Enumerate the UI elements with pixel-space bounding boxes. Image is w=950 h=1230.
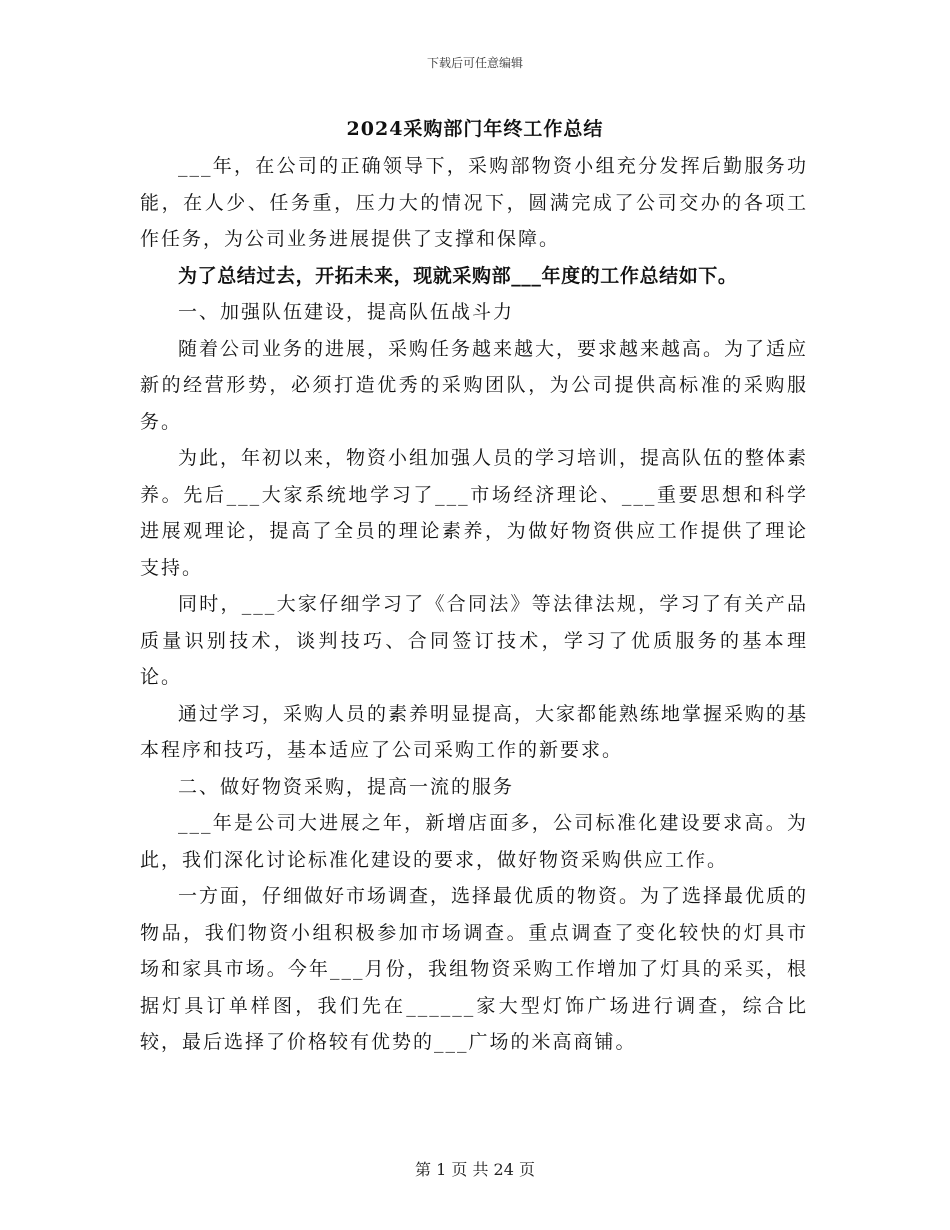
paragraph: ___年是公司大进展之年，新增店面多，公司标准化建设要求高。为此，我们深化讨论标准化建设的要求，做好物资采购供应工作。	[140, 812, 808, 871]
paragraph: 一方面，仔细做好市场调查，选择最优质的物资。为了选择最优质的物品，我们物资小组积极参加市场调查。重点调查了变化较快的灯具市场和家具市场。今年___月份，我组物资采购工作增加了灯具的采买，根据灯具订单样图，我们先在______家大型灯饰广场进行调查，综合比较，最后选择了价格较有优势的___广场的米高商铺。	[140, 885, 809, 1053]
section-heading-1: 一、加强队伍建设，提高队伍战斗力	[178, 301, 515, 323]
document-title: 2024采购部门年终工作总结	[346, 118, 604, 140]
header-note: 下载后可任意编辑	[426, 56, 523, 70]
paragraph: 随着公司业务的进展，采购任务越来越大，要求越来越高。为了适应新的经营形势，必须打造优秀的采购团队，为公司提供高标准的采购服务。	[140, 337, 809, 433]
paragraph-summary-lead: 为了总结过去，开拓未来，现就采购部___年度的工作总结如下。	[178, 264, 738, 287]
page-number: 第 1 页 共 24 页	[415, 1160, 535, 1179]
paragraph: 同时，___大家仔细学习了《合同法》等法律法规，学习了有关产品质量识别技术，谈判技巧、合同签订技术，学习了优质服务的基本理论。	[140, 593, 808, 688]
section-heading-2: 二、做好物资采购，提高一流的服务	[178, 775, 515, 798]
paragraph: 通过学习，采购人员的素养明显提高，大家都能熟练地掌握采购的基本程序和技巧，基本适应了公司采购工作的新要求。	[140, 702, 809, 761]
document-body	[140, 148, 808, 1061]
paragraph-intro: ___年，在公司的正确领导下，采购部物资小组充分发挥后勤服务功能，在人少、任务重，压力大的情况下，圆满完成了公司交办的各项工作任务，为公司业务进展提供了支撑和保障。	[140, 155, 808, 250]
paragraph: 为此，年初以来，物资小组加强人员的学习培训，提高队伍的整体素养。先后___大家系统地学习了___市场经济理论、___重要思想和科学进展观理论，提高了全员的理论素养，为做好物资供应工作提供了理论支持。	[140, 447, 809, 579]
